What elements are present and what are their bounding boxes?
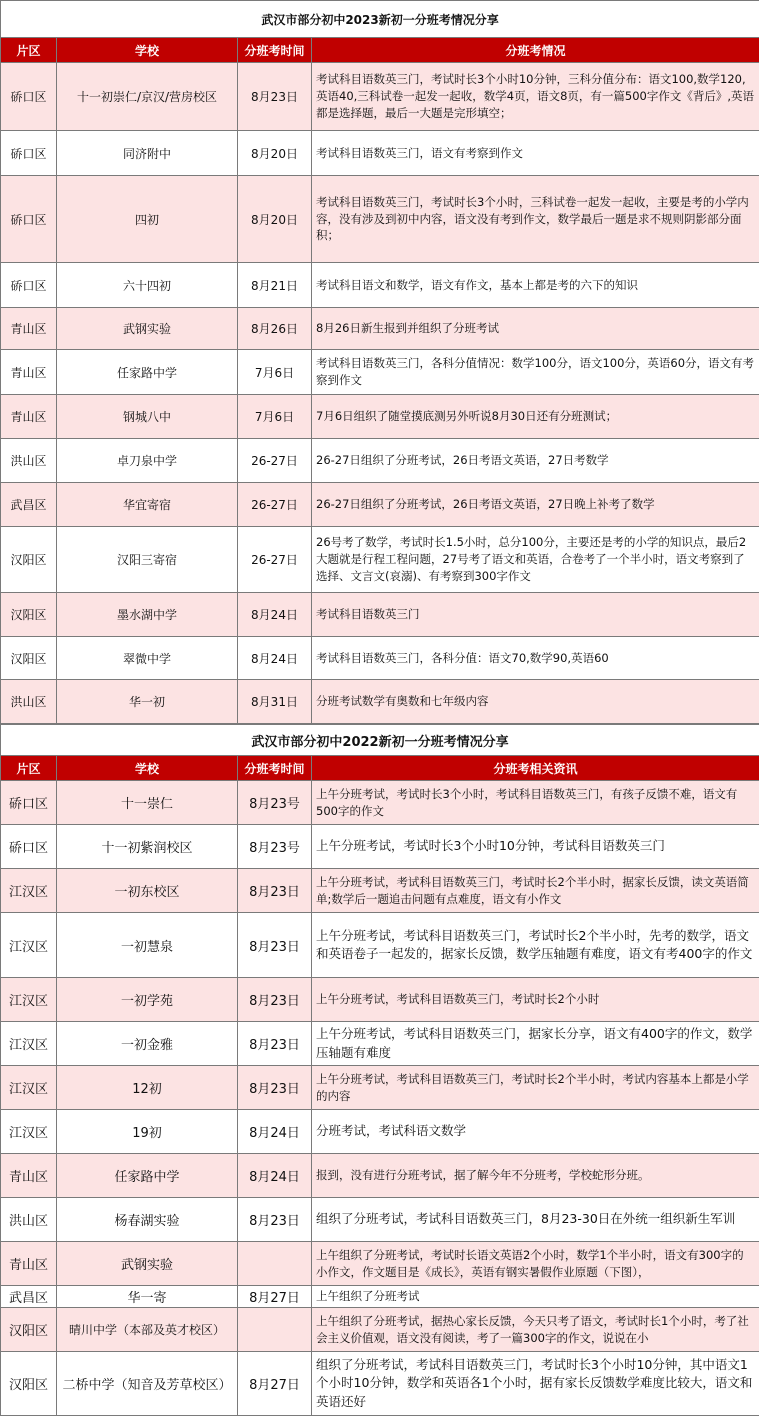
header-school: 学校 bbox=[57, 756, 238, 781]
table-row bbox=[1, 1198, 759, 1242]
info-cell: 26号考了数学，考试时长1.5小时，总分100分，主要还是考的小学的知识点，最后2大题就是行程工程问题，27号考了语文和英语，合卷考了一个半小时，语文考察到了选择、文言文(哀溺)、有考察到300字作文 bbox=[312, 527, 759, 593]
school-cell: 19初 bbox=[57, 1110, 238, 1154]
table-row bbox=[1, 825, 759, 869]
school-cell: 十一初崇仁/京汉/营房校区 bbox=[57, 63, 238, 131]
table-row bbox=[1, 1352, 759, 1416]
info-cell: 考试科目语数英三门，各科分值：语文70,数学90,英语60 bbox=[312, 637, 759, 680]
header-district: 片区 bbox=[1, 38, 57, 63]
school-cell: 十一初紫润校区 bbox=[57, 825, 238, 869]
table-row bbox=[1, 1154, 759, 1198]
district-cell: 硚口区 bbox=[1, 63, 57, 131]
district-cell: 江汉区 bbox=[1, 978, 57, 1022]
info-cell: 上午分班考试，考试科目语数英三门，考试时长2个小时 bbox=[312, 978, 759, 1022]
school-cell: 任家路中学 bbox=[57, 350, 238, 395]
school-cell: 晴川中学（本部及英才校区） bbox=[57, 1308, 238, 1352]
district-cell: 硚口区 bbox=[1, 263, 57, 308]
table-row bbox=[1, 1110, 759, 1154]
table-row bbox=[1, 637, 759, 680]
school-cell: 华一初 bbox=[57, 680, 238, 724]
district-cell: 江汉区 bbox=[1, 869, 57, 913]
district-cell: 汉阳区 bbox=[1, 637, 57, 680]
time-cell: 8月23日 bbox=[238, 869, 312, 913]
info-cell: 考试科目语数英三门，考试时长3个小时，三科试卷一起发一起收，主要是考的小学内容，没有涉及到初中内容，语文没有考到作文，数学最后一题是求不规则阴影部分面积； bbox=[312, 176, 759, 263]
table-row bbox=[1, 63, 759, 131]
time-cell bbox=[238, 1308, 312, 1352]
table-row bbox=[1, 869, 759, 913]
table-row bbox=[1, 176, 759, 263]
table-row bbox=[1, 308, 759, 350]
time-cell: 8月24日 bbox=[238, 1110, 312, 1154]
school-cell: 一初东校区 bbox=[57, 869, 238, 913]
header-info: 分班考情况 bbox=[312, 38, 759, 63]
info-cell: 报到，没有进行分班考试，据了解今年不分班考，学校蛇形分班。 bbox=[312, 1154, 759, 1198]
district-cell: 硚口区 bbox=[1, 176, 57, 263]
district-cell: 硚口区 bbox=[1, 131, 57, 176]
district-cell: 江汉区 bbox=[1, 913, 57, 978]
school-cell: 一初金雅 bbox=[57, 1022, 238, 1066]
time-cell: 8月23号 bbox=[238, 781, 312, 825]
time-cell: 8月24日 bbox=[238, 593, 312, 637]
district-cell: 硚口区 bbox=[1, 781, 57, 825]
district-cell: 江汉区 bbox=[1, 1022, 57, 1066]
district-cell: 武昌区 bbox=[1, 483, 57, 527]
school-cell: 四初 bbox=[57, 176, 238, 263]
info-cell: 7月6日组织了随堂摸底测另外听说8月30日还有分班测试； bbox=[312, 395, 759, 439]
district-cell: 汉阳区 bbox=[1, 1352, 57, 1416]
info-cell: 分班考试数学有奥数和七年级内容 bbox=[312, 680, 759, 724]
time-cell: 26-27日 bbox=[238, 483, 312, 527]
info-cell: 考试科目语文和数学，语文有作文，基本上都是考的六下的知识 bbox=[312, 263, 759, 308]
info-cell: 上午分班考试，考试时长3个小时，考试科目语数英三门，有孩子反馈不难，语文有500字的作文 bbox=[312, 781, 759, 825]
info-cell: 上午分班考试，考试科目语数英三门，考试时长2个半小时，考试内容基本上都是小学的内容 bbox=[312, 1066, 759, 1110]
district-cell: 青山区 bbox=[1, 1242, 57, 1286]
time-cell: 8月31日 bbox=[238, 680, 312, 724]
time-cell: 8月21日 bbox=[238, 263, 312, 308]
district-cell: 汉阳区 bbox=[1, 593, 57, 637]
school-cell: 华一寄 bbox=[57, 1286, 238, 1308]
school-cell: 杨春湖实验 bbox=[57, 1198, 238, 1242]
school-cell: 二桥中学（知音及芳草校区） bbox=[57, 1352, 238, 1416]
district-cell: 洪山区 bbox=[1, 680, 57, 724]
info-cell: 上午组织了分班考试 bbox=[312, 1286, 759, 1308]
time-cell: 8月24日 bbox=[238, 637, 312, 680]
header-school: 学校 bbox=[57, 38, 238, 63]
time-cell: 8月23日 bbox=[238, 913, 312, 978]
table-row bbox=[1, 483, 759, 527]
school-cell: 墨水湖中学 bbox=[57, 593, 238, 637]
time-cell: 8月20日 bbox=[238, 176, 312, 263]
school-cell: 翠微中学 bbox=[57, 637, 238, 680]
table-row bbox=[1, 781, 759, 825]
time-cell: 26-27日 bbox=[238, 527, 312, 593]
table-row bbox=[1, 395, 759, 439]
school-cell: 卓刀泉中学 bbox=[57, 439, 238, 483]
header-info: 分班考相关资讯 bbox=[312, 756, 759, 781]
district-cell: 江汉区 bbox=[1, 1110, 57, 1154]
school-cell: 汉阳三寄宿 bbox=[57, 527, 238, 593]
district-cell: 汉阳区 bbox=[1, 527, 57, 593]
header-time: 分班考时间 bbox=[238, 756, 312, 781]
table-row bbox=[1, 131, 759, 176]
time-cell: 8月23日 bbox=[238, 1066, 312, 1110]
time-cell: 8月23日 bbox=[238, 1022, 312, 1066]
info-cell: 考试科目语数英三门，考试时长3个小时10分钟，三科分值分布：语文100,数学120,英语40,三科试卷一起发一起收，数学4页，语文8页，有一篇500字作文《背后》,英语都是选择题，最后一大题是完形填空； bbox=[312, 63, 759, 131]
table-row bbox=[1, 593, 759, 637]
school-cell: 任家路中学 bbox=[57, 1154, 238, 1198]
district-cell: 青山区 bbox=[1, 308, 57, 350]
school-cell: 六十四初 bbox=[57, 263, 238, 308]
time-cell: 7月6日 bbox=[238, 395, 312, 439]
school-cell: 同济附中 bbox=[57, 131, 238, 176]
table-row bbox=[1, 350, 759, 395]
district-cell: 江汉区 bbox=[1, 1066, 57, 1110]
info-cell: 8月26日新生报到并组织了分班考试 bbox=[312, 308, 759, 350]
info-cell: 上午分班考试，考试时长3个小时10分钟，考试科目语数英三门 bbox=[312, 825, 759, 869]
school-cell: 华宜寄宿 bbox=[57, 483, 238, 527]
header-district: 片区 bbox=[1, 756, 57, 781]
table-row bbox=[1, 913, 759, 978]
info-cell: 考试科目语数英三门，各科分值情况：数学100分，语文100分，英语60分，语文有考察到作文 bbox=[312, 350, 759, 395]
time-cell: 8月23日 bbox=[238, 978, 312, 1022]
time-cell: 8月26日 bbox=[238, 308, 312, 350]
info-cell: 考试科目语数英三门 bbox=[312, 593, 759, 637]
table-row bbox=[1, 1242, 759, 1286]
school-cell: 一初慧泉 bbox=[57, 913, 238, 978]
time-cell: 8月23号 bbox=[238, 825, 312, 869]
time-cell: 8月27日 bbox=[238, 1352, 312, 1416]
school-cell: 12初 bbox=[57, 1066, 238, 1110]
school-cell: 一初学苑 bbox=[57, 978, 238, 1022]
table-row bbox=[1, 1066, 759, 1110]
info-cell: 分班考试，考试科语文数学 bbox=[312, 1110, 759, 1154]
district-cell: 汉阳区 bbox=[1, 1308, 57, 1352]
table-row bbox=[1, 527, 759, 593]
time-cell: 8月23日 bbox=[238, 63, 312, 131]
info-cell: 26-27日组织了分班考试，26日考语文英语，27日晚上补考了数学 bbox=[312, 483, 759, 527]
district-cell: 青山区 bbox=[1, 395, 57, 439]
time-cell: 8月27日 bbox=[238, 1286, 312, 1308]
time-cell: 8月23日 bbox=[238, 1198, 312, 1242]
table-row bbox=[1, 1022, 759, 1066]
info-cell: 上午分班考试，考试科目语数英三门，据家长分享，语文有400字的作文，数学压轴题有难度 bbox=[312, 1022, 759, 1066]
info-cell: 上午组织了分班考试，据热心家长反馈，今天只考了语文，考试时长1个小时，考了社会主义价值观，语文没有阅读，考了一篇300字的作文，说说在小 bbox=[312, 1308, 759, 1352]
school-cell: 武钢实验 bbox=[57, 1242, 238, 1286]
school-cell: 武钢实验 bbox=[57, 308, 238, 350]
info-cell: 上午分班考试，考试科目语数英三门，考试时长2个半小时，先考的数学，语文和英语卷子一起发的，据家长反馈，数学压轴题有难度，语文有考400字的作文 bbox=[312, 913, 759, 978]
district-cell: 武昌区 bbox=[1, 1286, 57, 1308]
table-2022 bbox=[0, 724, 759, 1416]
table-2022-title: 武汉市部分初中2022新初一分班考情况分享 bbox=[1, 725, 759, 756]
info-cell: 上午分班考试，考试科目语数英三门，考试时长2个半小时，据家长反馈，读文英语简单;数学后一题追击问题有点难度，语文有小作文 bbox=[312, 869, 759, 913]
time-cell: 8月24日 bbox=[238, 1154, 312, 1198]
table-2023-title: 武汉市部分初中2023新初一分班考情况分享 bbox=[1, 1, 759, 38]
district-cell: 青山区 bbox=[1, 1154, 57, 1198]
info-cell: 组织了分班考试，考试科目语数英三门，考试时长3个小时10分钟，其中语文1个小时10分钟，数学和英语各1个小时，据有家长反馈数学难度比较大，语文和英语还好 bbox=[312, 1352, 759, 1416]
district-cell: 硚口区 bbox=[1, 825, 57, 869]
table-row bbox=[1, 263, 759, 308]
table-row bbox=[1, 680, 759, 724]
district-cell: 洪山区 bbox=[1, 439, 57, 483]
table-row bbox=[1, 978, 759, 1022]
time-cell bbox=[238, 1242, 312, 1286]
district-cell: 洪山区 bbox=[1, 1198, 57, 1242]
time-cell: 26-27日 bbox=[238, 439, 312, 483]
info-cell: 考试科目语数英三门，语文有考察到作文 bbox=[312, 131, 759, 176]
info-cell: 上午组织了分班考试，考试时长语文英语2个小时，数学1个半小时，语文有300字的小作文，作文题目是《成长》，英语有钢实暑假作业原题（下图）， bbox=[312, 1242, 759, 1286]
time-cell: 7月6日 bbox=[238, 350, 312, 395]
header-time: 分班考时间 bbox=[238, 38, 312, 63]
school-cell: 十一崇仁 bbox=[57, 781, 238, 825]
table-row bbox=[1, 1308, 759, 1352]
table-row bbox=[1, 1286, 759, 1308]
info-cell: 组织了分班考试，考试科目语数英三门，8月23-30日在外统一组织新生军训 bbox=[312, 1198, 759, 1242]
info-cell: 26-27日组织了分班考试，26日考语文英语，27日考数学 bbox=[312, 439, 759, 483]
district-cell: 青山区 bbox=[1, 350, 57, 395]
time-cell: 8月20日 bbox=[238, 131, 312, 176]
table-row bbox=[1, 439, 759, 483]
school-cell: 钢城八中 bbox=[57, 395, 238, 439]
